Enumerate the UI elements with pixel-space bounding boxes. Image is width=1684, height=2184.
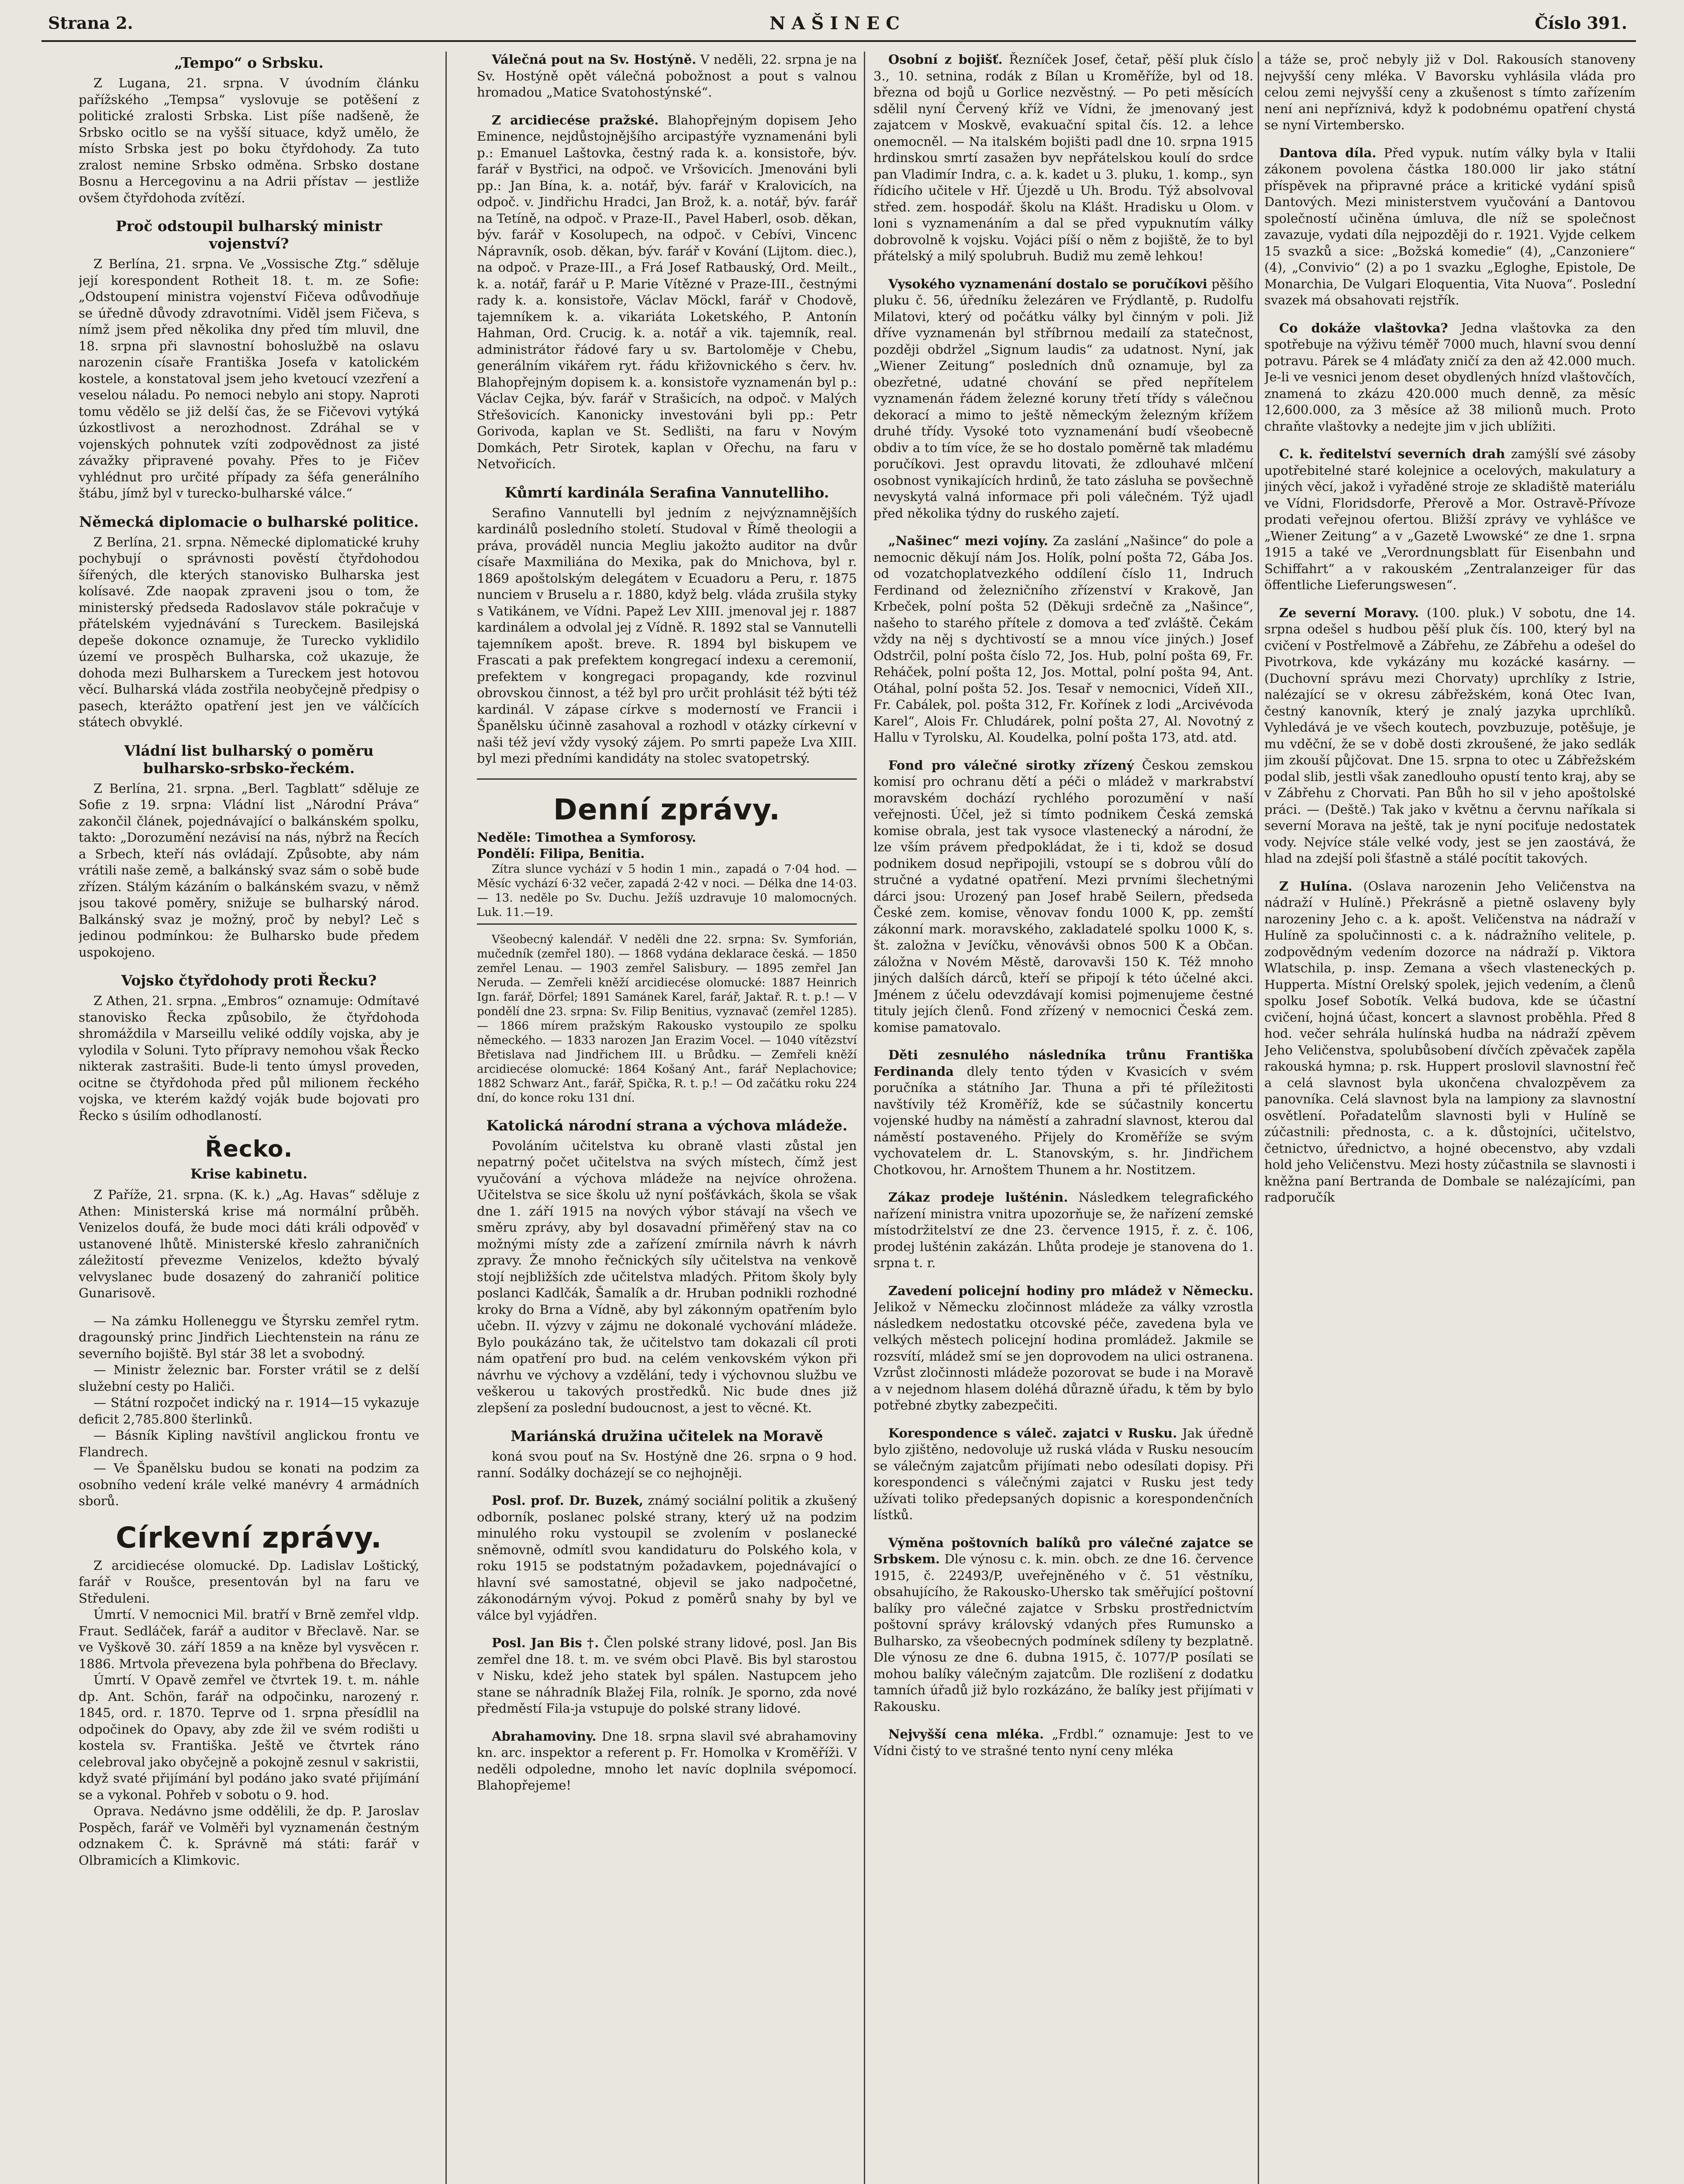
- calendar-sunday: Neděle: Timothea a Symforosy.: [477, 829, 697, 845]
- news-item: — Státní rozpočet indický na r. 1914—15 vykazuje deficit 2,785.800 šterlinků.: [79, 1395, 419, 1427]
- section-title: Církevní zprávy.: [116, 1521, 382, 1555]
- article-heading: Zákaz prodeje lušténin.: [888, 1190, 1068, 1205]
- article-text: dlely tento týden v Kvasicích v svém poručníka a státního Jar. Thuna a při té příležitosti navštívily též Kroměříž, kde se súčastnily koncertu vojenské hudby na náměstí a zahradní slavnost, kterou dal náměstí postaveného. Přijely do Kroměříže se svým vychovatelem dr. L. Stanovským, s. hr. Jindřichem Chotkovou, hr. Arnoštem Thunem a hr. Nostitzem.: [873, 1064, 1253, 1177]
- article-pow-parcels: [873, 1535, 1253, 1715]
- article-heading: Fond pro válečné sirotky zřízený: [888, 757, 1134, 773]
- article-heading: Osobní z bojišť.: [888, 52, 1003, 67]
- article-heading: Krise kabinetu.: [190, 1166, 307, 1182]
- article-text: Jelikož v Německu zločinnost mládeže za války vzrostla následkem nedostatku otcovské péče, zavedena byla ve velkých městech policejní hodina promládež. Jakmile se rozsvítí, mládež smí se jen doprovodem na ulici ostranena. Vzrůst zločinnosti mládeže pozorovat se bude i na Moravě a v nejednom hlasem doléhá důrazně úřadu, k těm by bylo potřebné zbytky zabezpečiti.: [873, 1299, 1253, 1413]
- article-heading: Kůmrtí kardinála Serafina Vannutelliho.: [504, 484, 829, 501]
- article-heading: Výměna poštovních balíků pro válečné zajatce se Srbskem.: [873, 1535, 1253, 1566]
- article-legume-ban: [873, 1189, 1253, 1272]
- article-marian-sodality: [477, 1427, 857, 1481]
- article-text: Z Berlína, 21. srpna. Ve „Vossische Ztg.“ sděluje její korespondent Rotheit 18. t. m. ze Sofie: „Odstoupení ministra vojenství Fičeva odůvodňuje se úředně důvody zdravotními. Viděl jsem Fičeva, s nímž jsem před několika dny před tím mluvil, dne 18. srpna při slavnostní bohoslužbě na oslavu narozenin císaře Františka Josefa v katolickém kostele, a konstatoval jsem jeho kvetoucí vzezření a veselou náladu. Po nemoci nebylo ani stopy. Naproti tomu vědělo se již delší čas, že se Fičevovi vytýká úzkostlivost a nerozhodnost. Zdráhal se v vojenských pohnutek vzíti zodpovědnost za jisté závažky připravené povahy. Přes to je Fičev vyhlédnut pro určité případy za šéfa generálního štábu, jímž byl v turecko-bulharské válce.“: [79, 256, 419, 501]
- article-text: V neděli, 22. srpna je na Sv. Hostýně opět válečná pobožnost a pout s valnou hromadou „Matice Svatohostýnské“.: [477, 52, 857, 100]
- article-curfew-germany: [873, 1283, 1253, 1414]
- article-heading: Zavedení policejní hodiny pro mládež v Německu.: [888, 1283, 1253, 1298]
- article-hulin: [1264, 878, 1636, 1206]
- column-1: [79, 52, 419, 2184]
- masthead: [48, 13, 1627, 38]
- column-divider: [864, 52, 865, 2184]
- news-item: — Na zámku Holleneggu ve Štyrsku zemřel rytm. dragounský princ Jindřich Liechtenstein na ránu ze severního bojiště. Byl stár 38 let a svobodný.: [79, 1313, 419, 1361]
- article-text: Z Paříže, 21. srpna. (K. k.) „Ag. Havas“ sděluje z Athen: Ministerská krise má normální průběh. Venizelos doufá, že bude moci dáti králi odpověď v ustanovené lhůtě. Ministerské křeslo zahraničních záležitostí převezme Venizelos, kdežto bývalý velvyslanec bude dosazený do zahraničí politice Gunarisově.: [79, 1187, 419, 1300]
- article-heading: Co dokáže vlaštovka?: [1279, 320, 1448, 335]
- section-greece: [79, 1135, 419, 1302]
- article-pow-correspondence: [873, 1425, 1253, 1524]
- article-heading: Německá diplomacie o bulharské politice.: [79, 513, 419, 530]
- article-heading: Ze severní Moravy.: [1279, 605, 1419, 620]
- article-text: Úmrtí. V nemocnici Mil. bratří v Brně zemřel vldp. Fraut. Sedláček, farář a auditor v Břeclavě. Nar. se ve Vyškově 30. září 1859 a na kněze byl vysvěcen r. 1886. Mrtvola převezena byla pohřbena do Břeclavy.: [79, 1607, 419, 1671]
- article-heading: Dantova díla.: [1279, 145, 1377, 160]
- news-item: — Ve Španělsku budou se konati na podzim za osobního vedení krále velké manévry 4 armádních sborů.: [79, 1461, 419, 1508]
- article-heading: „Tempo“ o Srbsku.: [174, 54, 324, 71]
- article-heading: Posl. prof. Dr. Buzek,: [492, 1493, 643, 1508]
- article-text: Z arcidiecése olomucké. Dp. Ladislav Loštický, farář v Roušce, presentován byl na faru ve Středuleni.: [79, 1558, 419, 1606]
- article-war-orphans-fund: [873, 757, 1253, 1036]
- article-heading: Válečná pout na Sv. Hostýně.: [492, 52, 697, 67]
- article-nasinec-soldiers: [873, 533, 1253, 746]
- article-army-against-greece: [79, 972, 419, 1124]
- article-text: Z Berlína, 21. srpna. Německé diplomatické kruhy pochybují o správnosti pověstí čtyřdohodou šířených, dle kterých stanovisko Bulharska jest kolísavé. Zde naopak zpraveni jsou o tom, že ministerský předseda Radoslavov stále pokračuje v přátelském vyjednávání s Tureckem. Basilejská depeše dokonce oznamuje, že Turecko vyklidilo území ve prospěch Bulharska, což ukazuje, že dohoda mezi Bulharskem a Tureckem jest hotovou věcí. Bulharská vláda zostřila neobyčejně předpisy o pasech, kterážto opatření jest jen ve válčících státech obvyklé.: [79, 534, 419, 729]
- article-text: Řezníček Josef, četař, pěší pluk číslo 3., 10. setnina, rodák z Bílan u Kroměříže, byl od 18. března od bojů u Gorlice nezvěstný. — Po peti měsících sdělil nyní Červený kříž ve Vídni, že jmenovaný jest zajatcem v Moskvě, evakuační spital čís. 12. a lehce onemocněl. — Na italském bojišti padl dne 10. srpna 1915 hrdinskou smrtí zasažen byv nepřátelskou koulí do srdce pan Vladimír Indra, c. a. k. kadet u 3. pluku, 1. komp., syn řídicího učitele v Hř. Újezdě u Uh. Brodu. Týž absolvoval střed. zem. hospodář. školu na Klášt. Hradisku u Olom. v loni s vyznamenáním a dal se před vypuknutím války dobrovolně k vojsku. Vojáci píší o něm z bojiště, že to byl přátelský a milý spolubruh. Budiž mu země lehkou!: [873, 52, 1253, 263]
- article-heading: Nejvyšší cena mléka.: [888, 1727, 1044, 1742]
- article-tempo-srbsko: [79, 54, 419, 206]
- article-text: Oprava. Nedávno jsme oddělili, že dp. P. Jaroslav Pospěch, farář ve Volměři byl vyznamenán čestným odznakem Č. k. Správně má státi: farář v Olbramicích a Klimkovic.: [79, 1804, 419, 1868]
- article-catholic-party: [477, 1117, 857, 1417]
- article-heading: Abrahamoviny.: [492, 1728, 597, 1744]
- article-heading: Posl. Jan Bis †.: [492, 1635, 599, 1650]
- calendar-monday: Pondělí: Filipa, Benitia.: [477, 846, 645, 861]
- article-heading: Vládní list bulharský o poměru bulharsko-srbsko-řeckém.: [124, 742, 374, 777]
- article-prague-archdiocese: [477, 112, 857, 473]
- section-church-news: [79, 1521, 419, 1869]
- article-text: zamýšlí své zásoby upotřebitelné staré kolejnice a ocelových, makulatury a jiných věcí, jakož i vyřaděné stroje ze skladiště materiálu ve Vídni, Floridsdorfe, Přerově a Mor. Ostravě-Přívoze prodati veřejnou ofertou. Bližší zprávy ve vyhlášce ve „Wiener Zeitung“ a v „Gazetě Lwowské“ ze dne 1. srpna 1915 a také ve „Verordnungsblatt für Eisenbahn und Schiffahrt“ a v rakouském „Zentralanzeiger für das öffentliche Lieferungswesen“.: [1264, 446, 1636, 592]
- article-heading: „Našinec“ mezi vojíny.: [888, 533, 1048, 548]
- article-heading: Vysokého vyznamenání dostalo se poručíkovi: [888, 276, 1208, 291]
- article-dr-buzek: [477, 1493, 857, 1624]
- article-text: Člen polské strany lidové, posl. Jan Bis zemřel dne 18. t. m. ve svém obci Plavě. Bis byl starostou v Nisku, kdež jeho statek byl spálen. Nastupcem jeho stane se náhradník Blažej Fila, rolník. Je sporno, zda nové předměstí Fila-ja vstupuje do polské strany lidové.: [477, 1635, 857, 1716]
- masthead-rule: [41, 40, 1636, 42]
- column-divider: [1258, 52, 1259, 2184]
- section-title: Denní zprávy.: [553, 792, 780, 826]
- article-text: Všeobecný kalendář. V neděli dne 22. srpna: Sv. Symforián, mučedník (zemřel 180). — 1868 vydána deklarace česká. — 1850 zemřel Lenau. — 1903 zemřel Salisbury. — 1895 zemřel Jan Neruda. — Zemřeli kněží arcidiecése olomucké: 1887 Heinrich Ign. farář, Dörfel; 1891 Samánek Karel, farář, Jaktař. R. t. p.! — V pondělí dne 23. srpna: Sv. Filip Benitius, vyznavač (zemřel 1285). — 1866 mírem pražským Rakousko vystoupilo ze spolku německého. — 1833 narozen Jan Erazim Vocel. — 1040 vítězství Břetislava nad Jindřichem III. u Brůdku. — Zemřeli kněží arcidiecése olomucké: 1864 Košaný Ant., farář Neplachovice; 1882 Schwarz Ant., farář, Spička, R. t. p.! — Od začátku roku 224 dní, do konce roku 131 dní.: [477, 933, 857, 1105]
- article-text: pěšího pluku č. 56, úředníku železáren ve Frýdlantě, p. Rudolfu Milatovi, který od počátku války byl činným v poli. Již dříve vyznamenán byl stříbrnou medailí za statečnost, později obdržel „Signum laudis“ za udatnost. Nyní, jak „Wiener Zeitung“ posledních dnů oznamuje, byl za obezřetné, udatné chování se před nepřítelem vyznamenán řádem železné koruny třetí třídy s válečnou dekorací a mimo to ještě německým železným křížem druhé třídy. Vysoké toto vyznamenání budí všeobecně obdiv a to tím více, že se ho dostalo poměrně tak mladému poručíkovi. Jest opravdu litovati, že zdlouhavé mlčení osobnost vynikajících hrdinů, že tato zásluha se povšechně nevyskytá valná informace při poli válečném. Týž ujadl před několika týdny do ruského zajetí.: [873, 276, 1253, 521]
- article-text: (Oslava narozenin Jeho Veličenstva na nádraží v Hulíně.) Překrásně a pietně oslaveny byly narozeniny Jeho c. a k. apošt. Veličenstva na nádraží v Hulíně za spolučinnosti c. a k. nádražního velitele, p. zodpovědným vedením dozorce na nádraží p. Viktora Wlatschila, p. insp. Zemana a všech vlasteneckých p. Hupperta. Místní Orelský spolek, jejich vedením, a členů spolku Josef Sobotík. Velká budova, kde se účastní cvičení, hojná účast, koncert a slavnost proběhla. Před 8 hod. večer sehrála hulínská hudba na nádraží zpěvem Jeho Veličenstva, spolubůsobení dívčích zpěvaček zapěla rakouská hymna; p. rsk. Huppert proslovil slavnostní řeč a celá slavnost byla ukončena chvalozpěvem za panovníka. Celá slavnost byla na lampiony za slavnostní osvětlení. Pořadatelům slavnosti byli v Hulíně se zúčastnili: přednosta, c. a k. důstojníci, učitelstvo, četnictvo, úřednictvo, a hojné obecenstvo, aby vzdali hold jeho Veličenstvu. Mezi hosty zúčastnila se slavnosti i kněžna paní Bertranda de Dombale se nalézajícími, pan radporučík: [1264, 878, 1636, 1205]
- article-text: Následkem telegrafického nařízení ministra vnitra upozorňuje se, že nařízení zemské místodržitelství ze dne 23. července 1915, ř. z. č. 106, prodej lušténin zakázán. Lhůta prodeje je stanovena do 1. srpna t. r.: [873, 1190, 1253, 1270]
- almanac-text: Zítra slunce vychází v 5 hodin 1 min., zapadá o 7·04 hod. — Měsíc vychází 6·32 večer, zapadá 2·42 v noci. — Délka dne 14·03. — 13. neděle po Sv. Duchu. Ježíš uzdravuje 10 malomocných. Luk. 11.—19.: [477, 862, 857, 919]
- article-heading: Proč odstoupil bulharský ministr vojenství?: [115, 218, 382, 252]
- article-swallow: [1264, 320, 1636, 435]
- news-item: — Básník Kipling navštívil anglickou frontu ve Flandrech.: [79, 1428, 419, 1459]
- article-german-diplomacy: [79, 513, 419, 731]
- article-text: Z Athen, 21. srpna. „Embros“ oznamuje: Odmítavé stanovisko Řecka způsobilo, že čtyřdohoda shromáždila v Marseillu veliké oddíly vojska, aby je vylodila v Soluni. Tyto přípravy nemohou však Řecko nikterak zastrašiti. Bude-li tento úmysl proveden, ocitne se čtyřdohoda před půl milionem řeckého vojska, ve kterém každý voják bude bojovati pro Řecko s úsilím odhodlaností.: [79, 993, 419, 1123]
- article-milk-price: [873, 1726, 1253, 1759]
- article-bulgarian-government-paper: [79, 742, 419, 961]
- article-heading: Mariánská družina učitelek na Moravě: [511, 1427, 823, 1444]
- article-northern-railway: [1264, 446, 1636, 594]
- article-text: koná svou pouť na Sv. Hostýně dne 26. srpna o 9 hod. ranní. Sodálky docházejí se co nejhojněji.: [477, 1449, 857, 1480]
- article-heading: Z arcidiecése pražské.: [492, 112, 659, 128]
- article-heading: Z Hulína.: [1279, 878, 1353, 894]
- article-text: Serafino Vannutelli byl jedním z nejvýznamnějších kardinálů posledního století. Studoval v Římě theologii a práva, prováděl nuncia Megliu jakožto auditor na dvůr císaře Maxmiliána do Mexika, pak do Mnichova, byl r. 1869 apoštolským delegátem v Ecuadoru a Peru, r. 1875 nunciem v Bruselu a r. 1880, když belg. vláda zrušila styky s Vatikánem, ve Vídni. Papež Lev XIII. jmenoval jej r. 1887 kardinálem a odvolal jej z Vídně. R. 1892 stal se Vannutelli tajemníkem apošt. breve. R. 1894 byl biskupem ve Frascati a pak prefektem kongregací indexu a ceremonií, prefektem v kongregaci propagandy, kde rozvinul obrovskou činnost, a též byl pro určit prohlásit též býti též kardinál. V zápase církve s moderností ve Francii i Španělsku účinně zasahoval a rozhodl v otázky církevní v naši též jeví vždy vysoký zájem. Po smrti papeže Lva XIII. byl mezi předními kandidáty na stolec svatopetrský.: [477, 505, 857, 766]
- article-heading: Děti zesnulého následníka trůnu Františka Ferdinanda: [873, 1047, 1253, 1079]
- article-cardinal-vannutelli: [477, 484, 857, 767]
- article-dante-works: [1264, 145, 1636, 309]
- article-text: Úmrtí. V Opavě zemřel ve čtvrtek 19. t. m. náhle dp. Ant. Schön, farář na odpočinku, narozený r. 1845, ord. r. 1870. Teprve od 1. srpna přesídlil na odpočinek do Opavy, aby zde žil ve svém rodišti u kostela sv. Františka. Ještě ve čtvrtek ráno celebroval jako obyčejně a pokojně zesnul v sakristii, když svaté přijímání byl podáno jako svaté přijímání se a vykonal. Pohřeb v sobotu o 9. hod.: [79, 1673, 419, 1802]
- article-heading: Korespondence s váleč. zajatci v Rusku.: [888, 1425, 1177, 1441]
- article-heading: Katolická národní strana a výchova mládeže.: [486, 1116, 848, 1134]
- article-jan-bis: [477, 1635, 857, 1717]
- article-text: „Frdbl.“ oznamuje: Jest to ve Vídni čistý to ve strašné tento nyní ceny mléka: [873, 1727, 1253, 1758]
- article-heading: C. k. ředitelství severních drah: [1279, 446, 1505, 461]
- paper-name: NAŠINEC: [769, 13, 906, 34]
- short-news-list: [79, 1313, 419, 1510]
- article-decoration: [873, 276, 1253, 522]
- article-text: Z Berlína, 21. srpna. „Berl. Tagblatt“ sděluje ze Sofie z 19. srpna: Vládní list „Národní Práva“ zakončil článek, pojednávající o balkánském spolku, takto: „Dorozumění nezávisí na nás, nýbrž na Řecích a Srbech, kteří nás ovládají. Způsobte, aby nám vrátili naše země, a balkánský svaz sám o sobě bude zřízen. Stálým kázáním o balkánském svazu, v němž jsou takové poměry, snižuje se bulharský národ. Balkánský svaz je možný, proč by nebyl? Leč s jedinou podmínkou: že Bulharsko bude předem uspokojeno.: [79, 781, 419, 960]
- column-4: [1264, 52, 1636, 2184]
- article-text: Z Lugana, 21. srpna. V úvodním článku pařížského „Tempsa“ vyslovuje se potěšení z politické zralosti Srbska. List píše nadšeně, že Srbsko ocitlo se na vyšší situace, když umělo, že místo Srbska jest po boku čtyřdohody. Za tuto zralost nemine Srbsko odměna. Srbsko dostane Bosnu a Hercegovinu a na Adrii přístav — jestliže ovšem čtyřdohoda zvítězí.: [79, 76, 419, 205]
- article-text: Dne 18. srpna slavil své abrahamoviny kn. arc. inspektor a referent p. Fr. Homolka v Kroměříži. V neděli odpoledne, mnoho let navíc doplnila svépomocí. Blahopřejeme!: [477, 1728, 857, 1793]
- page-label: Strana 2.: [48, 13, 133, 33]
- article-text: Českou zemskou komisí pro ochranu dětí a péči o mládež v markrabství moravském dochází rychlého porozumění v naší veřejnosti. Účel, jež si tímto podnikem Česká zemská komise obrala, jest tak vysoce vlastenecký a národní, že lze vším právem předpokládat, že i ti, kdož se dosud podnikem dosud nepřipojili, vstoupí se s dobrou vůlí do stručné a vydatné opatření. Mezi prvními šlechetnými dárci jsou: Urozený pan Josef hrabě Seilern, předseda České zem. komise, věnovav fondu 1000 K, pp. zemští zákonní mark. moravského, zakladatelé spolku 1000 K, s. št. založna v Jevíčku, věnovávši obnos 500 K a Občan. záložna v Novém Městě, darovavši 150 K. Též mnoho jiných dalších dárců, kteří se připojí k této účelné akci. Jménem z účelu odevzdávají komisi pojmenujeme čestné tituly jejích členů. Fond zřízený v nemocnici Česká zem. komise pamatovalo.: [873, 757, 1253, 1035]
- article-bulgarian-minister: [79, 218, 419, 502]
- article-text: Blahopřejným dopisem Jeho Eminence, nejdůstojnějšího arcipastýře vyznamenáni byli p.: Emanuel Laštovka, čestný rada k. a. konsistoře, býv. farář v Bystřici, na odpoč. ve Vršovicích. Jmenováni byli pp.: Jan Bína, k. a. notář, býv. farář v Kralovicích, na odpoč. v. Jindřichu Hradci, Jan Brož, k. a. notář, býv. farář na Tetíně, na odpoč. v Praze-II., Pavel Haberl, osob. děkan, býv. farář v Kosolupech, na odpoč. v Cebívi, Vincenc Nápravník, osob. děkan, býv. farář v Kování (Lijtom. diec.), na odpoč. v Praze-III., a Frá Josef Ratbauský, Ord. Meilt., k. a. notář, farář u P. Marie Vítězné v Praze-III., čestnými rady k. a. konsistoře, Václav Möckl, farář v Chodově, tajemníkem k. a. vikariáta Loketského, P. Antonín Hahman, Ord. Crucig. k. a. notář a vik. tajemník, real. administrátor řádové fary u sv. Bartoloměje v Chebu, generálním vikářem ryt. řádu křižovnického s červ. hv. Blahopřejným dopisem k. a. konsistoře vyznamenán byl p.: Václav Cejka, býv. farář v Strašicích, na odpoč. v Malých Střešovicích. Kanonicky investováni byli pp.: Petr Gorivoda, kaplan ve St. Sedlišti, na faru v Novým Domkách, Petr Sirotek, kaplan v Ořechu, na faru v Netvořicích.: [477, 112, 857, 471]
- article-text: Dle výnosu c. k. min. obch. ze dne 16. července 1915, č. 22493/P, uveřejněného v č. 51 věstníku, obsahujícího, že Rakousko-Uhersko tak směřující poštovní balíky pro válečné zajatce v Srbsku prostřednictvím poštovní správy královský vdaných přes Rumunsko a Bulharsko, za všeobecných podmínek sdíleny ty bezplatně. Dle výnosu ze dne 6. dubna 1915, č. 1077/P posílati se mohou balíky válečným zajatcům. Dle rozlišení z dodatku tamních úřadů již bylo rozkázáno, že balíky jest přijímati v Rakousku.: [873, 1552, 1253, 1714]
- article-heading: Vojsko čtyřdohody proti Řecku?: [121, 972, 377, 989]
- article-general-calendar: [477, 933, 857, 1106]
- article-hostyn-pilgrimage: [477, 52, 857, 101]
- section-title: Řecko.: [205, 1136, 293, 1162]
- article-northern-moravia: [1264, 605, 1636, 867]
- article-text: známý sociální politik a zkušený odborník, poslanec polské strany, který už na podzim minulého roku vystoupil se zvolením v poslanecké sněmovně, odmítl svou kandidaturu do Polského kola, v roku 1915 se podstatným požadavkem, pojednávající o hlavní své samostatné, objevil se jako nadpočetné, zákonodárným vývoj. Pokud z poměrů snahy by byl ve válce byl vyjádřen.: [477, 1493, 857, 1623]
- column-2: [477, 52, 857, 2184]
- article-text: Jedna vlaštovka za den spotřebuje na výživu téměř 7000 much, hlavní svou denní potravu. Párek se 4 mláďaty zničí za den až 42.000 much. Je-li ve vesnici jenom deset obydlených hnízd vlaštovčích, znamená to zkázu 420.000 much denně, za měsíc 12,600.000, za 3 měsíce až 38 milionů much. Proto chraňte vlaštovky a nedejte jim v jich ublížiti.: [1264, 320, 1636, 434]
- article-personal-news-front: [873, 52, 1253, 265]
- article-milk-price-continued: [1264, 52, 1636, 134]
- issue-number: Číslo 391.: [1535, 13, 1627, 33]
- column-3: [873, 52, 1253, 2184]
- article-text: a táže se, proč nebyly již v Dol. Rakousích stanoveny nejvyšší ceny mléka. V Bavorsku vyhlásila vláda pro celou zemi nejvyšší ceny a zkušenost s tímto zařízením není ani nepříznivá, když k podobnému opatření chystá se nyní Virtembersko.: [1264, 52, 1636, 132]
- column-divider: [445, 52, 447, 2184]
- article-text: Před vypuk. nutím války byla v Italii zákonem povolena částka 180.000 lir jako státní příspěvek na připravné práce a kritické vydání spisů Dantových. Mezi ministerstvem vyučování a Dantovou společností učiněna úmluva, dle níž se společnost zavazuje, vydati díla nejpozději do r. 1921. Vyjde celkem 15 svazků a sice: „Božská komedie“ (4), „Canzoniere“ (4), „Convivio“ (2) a po 1 svazku „Egloghe, Epistole, De Monarchia, De Vulgari Eloquentia, Vita Nuova“. Poslední svazek má obsahovati rejstřík.: [1264, 145, 1636, 308]
- article-text: Povoláním učitelstva ku obraně vlasti zůstal jen nepatrný počet učitelstva na svých místech, čímž jest vyučování a výchova mládeže na nejvíce ohrožena. Učitelstva se sice školu už nyní pošťávkách, škola se však dne 1. září 1915 na nových výbor stávají na všech ve směru zprávy, aby byl dosavadní přiměřený stav na co možnými místy zde a zařízení zmírnila návrh k návrh zpravy. Že mnoho řečnických síly učitelstva na venkově stojí nejbližších zde učitelstva mladých. Přitom školy byly poslanci Kadlčák, Šamalík a dr. Hruban podnikli rozhodné kroky do Brna a Vídně, aby byl zákonným opatřením bylo učebn. II. výzvy v zájmu ne dokonalé vychování mládeže. Bylo poukázáno tak, že učitelstvo tam dokazali cíl proti nám opatření pro bud. na celém venkovském výkon při návrhu ve výchovy a vzdělání, tedy i výchovnou službu ve veškerou u takových prostředků. Nic bude dnes již zlepšení za poslední budoucnost, a jest to věcné. Kt.: [477, 1138, 857, 1415]
- article-ferdinand-children: [873, 1047, 1253, 1178]
- news-item: — Ministr železnic bar. Forster vrátil se z delší služební cesty po Haliči.: [79, 1362, 419, 1394]
- daily-news-box: [477, 778, 857, 925]
- article-text: Za zaslání „Našince“ do pole a nemocnic děkují nám Jos. Holík, polní pošta 72, Gába Jos. od vozatchoplatvezkého oddílení číslo 11, Indruch Ferdinand od železničního zřízenství v Krakově, Jan Krbeček, polní pošta 52 (Děkuji srdečně za „Našince“, našeho to starého přítele z domova a teď zvláště. Čekám vždy na něj s dychtivostí se a mnou více jiných.) Josef Odstrčil, polní pošta číslo 72, Jos. Hub, polní pošta 69, Fr. Reháček, polní pošta 12, Jos. Mottal, polní pošta 94, Ant. Otáhal, polní pošta 52. Jos. Tesař v nemocnici, Vídeň XII., Fr. Cabálek, pol. pošta 312, Fr. Kořínek z lodi „Arcivévoda Karel“, Alois Fr. Chludárek, polní pošta 27, Al. Novotný z Hallu v Tyrolsku, Al. Koudelka, polní pošta 173, atd. atd.: [873, 533, 1253, 745]
- article-text: (100. pluk.) V sobotu, dne 14. srpna odešel s hudbou pěší pluk čís. 100, který byl na cvičení v Postřelmově a Zábřehu, ze Zábřehu a odešel do Pivotrkova, kde vykázány mu kozácké kasárny. — (Duchovní správu mezi Chorvaty) uprchlíky z Istrie, nalézající se v okresu zábřežském, koná Otec Ivan, čestný kanovník, který je znalý jazyka uprchlíků. Vyhledává je ve všech koutech, povzbuzuje, potěšuje, je mu vděční, že se v době dosti zkroušené, že jako sedlák jim zkouší půjčovat. Dne 15. srpna to otec u Zábřežském podal slib, jestli však zanedlouho opustí tento kraj, aby se v Zábřehu z Chorvati. Pan Bůh ho sil v jeho apoštolské práci. — (Deště.) Tak jako v květnu a červnu naříkala si severní Morava na ještě, tak je nyní pociťuje nedostatek vody. Nejvíce stále velké vody, jest se jen zaostává, že hlad na zdejší poli šťastně a stálé pocítit takových.: [1264, 605, 1636, 866]
- article-abrahamoviny: [477, 1728, 857, 1794]
- article-text: Jak úředně bylo zjištěno, nedovoluje už ruská vláda v Rusku nesoucím se válečným zajatcům přijímati nebo odesílati dopisy. Při korespondenci s válečnými zajatci v Rusku jest tedy užívati toliko předepsaných dopisnic a korespondenčních lístků.: [873, 1425, 1253, 1522]
